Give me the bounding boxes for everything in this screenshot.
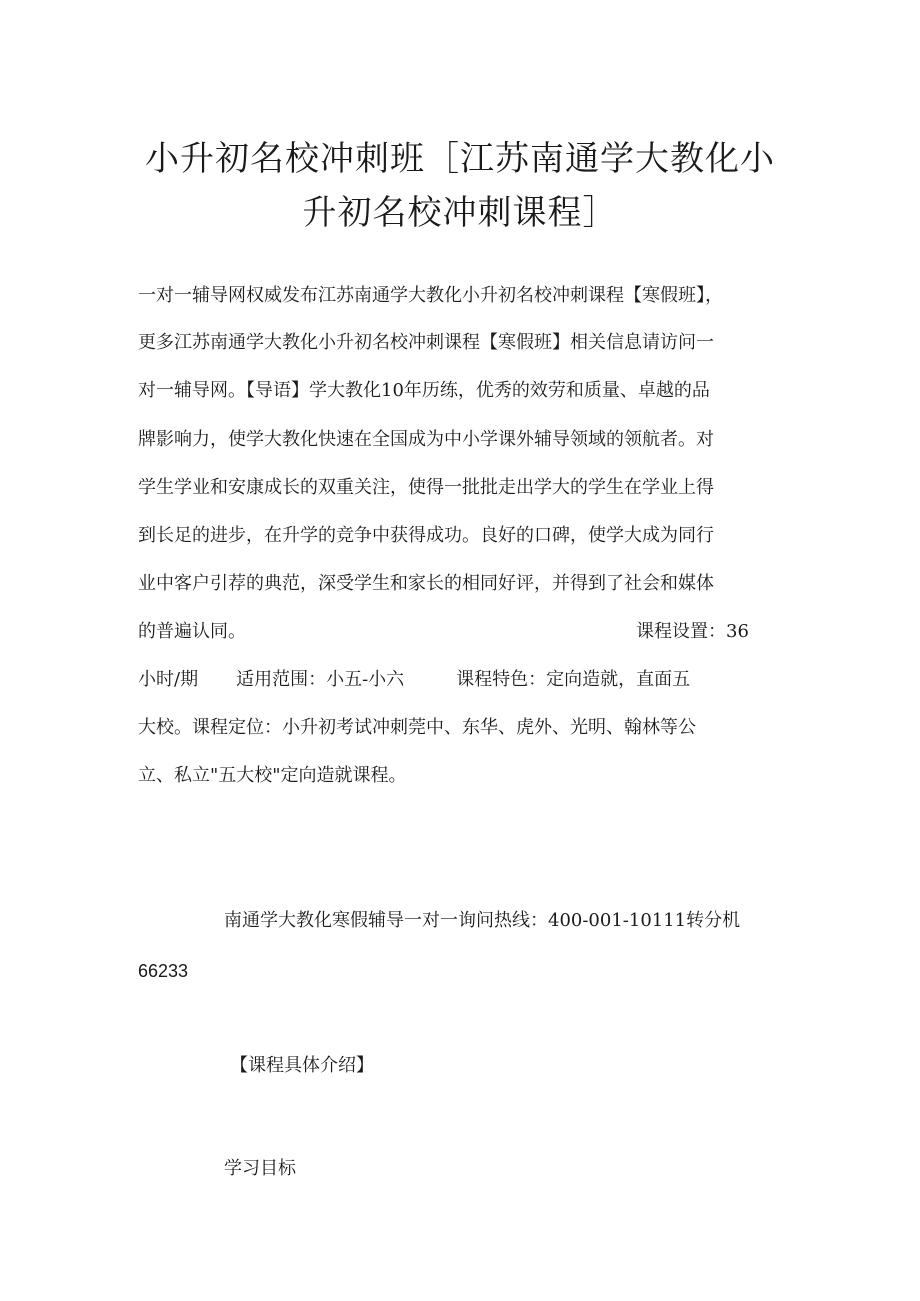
body-line-6: 到长足的进步，在升学的竞争中获得成功。良好的口碑，使学大成为同行 — [138, 525, 714, 546]
body-line-9 — [138, 667, 690, 693]
body-line-5: 学生学业和安康成长的双重关注，使得一批批走出学大的学生在学业上得 — [138, 477, 714, 498]
applicable-range-text: 适用范围：小五-小六 — [236, 669, 405, 690]
hours-per-term-text: 小时/期 — [138, 669, 199, 690]
title-line-1: 小升初名校冲刺班［江苏南通学大教化小 — [145, 139, 775, 179]
hotline-extension: 66233 — [138, 961, 189, 981]
body-line-11: 立、私立"五大校"定向造就课程。 — [138, 765, 407, 786]
course-feature-text: 课程特色：定向造就，直面五 — [456, 669, 691, 690]
document-title — [140, 132, 780, 240]
hotline-text: 南通学大教化寒假辅导一对一询问热线：400-001-10111转分机 — [224, 910, 741, 931]
body-line-1: 一对一辅导网权威发布江苏南通学大教化小升初名校冲刺课程【寒假班】， — [138, 285, 723, 306]
course-setting-text: 课程设置：36 — [636, 621, 749, 642]
body-line-10: 大校。课程定位：小升初考试冲刺莞中、东华、虎外、光明、翰林等公 — [138, 717, 696, 738]
body-line-3: 对一辅导网。【导语】学大教化10年历练，优秀的效劳和质量、卓越的品 — [138, 380, 710, 401]
section-heading: 【课程具体介绍】 — [230, 1055, 374, 1076]
body-line-7: 业中客户引荐的典范，深受学生和家长的相同好评，并得到了社会和媒体 — [138, 573, 714, 594]
body-line-2: 更多江苏南通学大教化小升初名校冲刺课程【寒假班】相关信息请访问一 — [138, 332, 714, 353]
body-line-4: 牌影响力，使学大教化快速在全国成为中小学课外辅导领域的领航者。对 — [138, 429, 714, 450]
learning-goals-heading: 学习目标 — [224, 1158, 296, 1179]
body-line-8: 的普遍认同。 — [138, 621, 246, 642]
title-line-2: 升初名校冲刺课程］ — [302, 193, 618, 233]
